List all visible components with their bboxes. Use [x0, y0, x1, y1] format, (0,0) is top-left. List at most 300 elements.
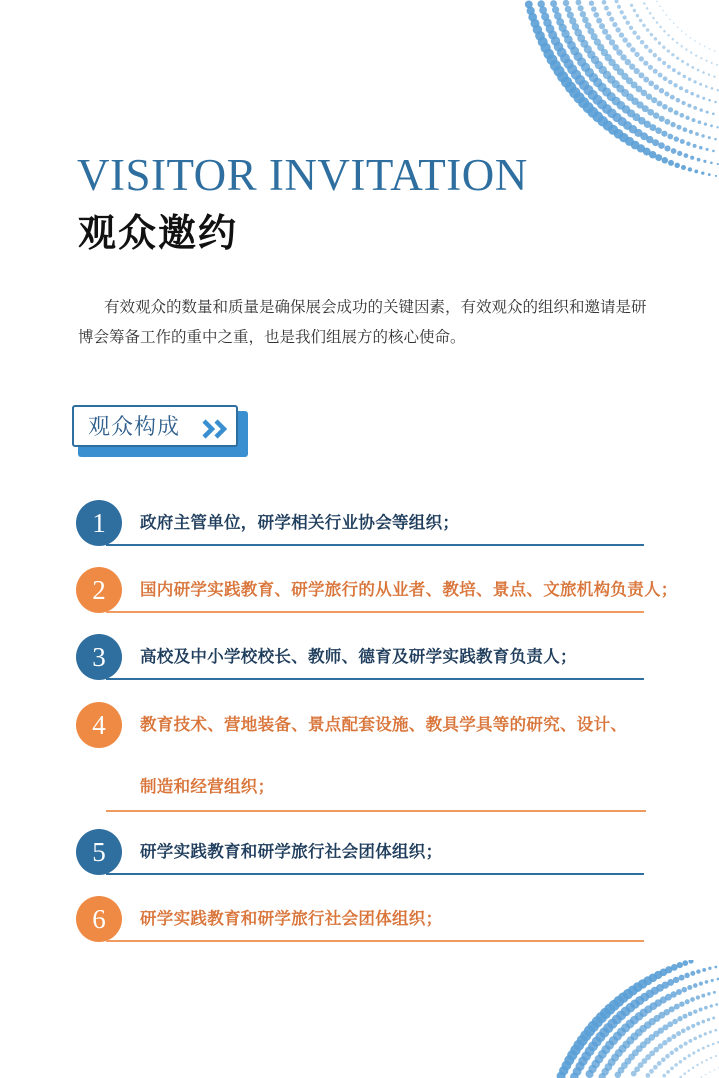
decorative-dot [674, 1004, 680, 1010]
decorative-dot [662, 61, 666, 65]
decorative-dot [693, 106, 697, 110]
decorative-dot [630, 47, 635, 52]
audience-item-text: 国内研学实践教育、研学旅行的从业者、教培、景点、文旅机构负责人； [140, 580, 678, 599]
decorative-dot [699, 83, 702, 86]
decorative-dot [715, 1055, 717, 1057]
decorative-dot [602, 29, 608, 35]
decorative-dot [687, 985, 692, 990]
decorative-dot [626, 42, 631, 47]
decorative-dot [658, 142, 665, 149]
decorative-dot [712, 112, 715, 115]
audience-item-text: 政府主管单位，研学相关行业协会等组织； [140, 513, 460, 532]
decorative-dot [639, 56, 644, 61]
decorative-dot [684, 973, 689, 978]
decorative-dot [656, 21, 659, 24]
decorative-dot [708, 136, 711, 139]
decorative-dot [617, 5, 621, 9]
decorative-dot [565, 6, 572, 13]
audience-item-text: 研学实践教育和研学旅行社会团体组织； [140, 909, 443, 928]
audience-item-text: 研学实践教育和研学旅行社会团体组织； [140, 842, 443, 861]
decorative-dot [715, 175, 717, 177]
decorative-dot [702, 71, 705, 74]
decorative-dot [638, 72, 644, 78]
decorative-dot [690, 156, 694, 160]
decorative-dot [666, 14, 668, 16]
decorative-dot [668, 107, 673, 112]
decorative-dot [694, 40, 696, 42]
decorative-dot [700, 108, 703, 111]
decorative-dot [691, 66, 694, 69]
decorative-dot [696, 969, 700, 973]
decorative-dot [709, 1031, 712, 1034]
decorative-dot [646, 7, 649, 10]
decorative-dot [620, 10, 624, 14]
intro-paragraph: 有效观众的数量和质量是确保展会成功的关键因素，有效观众的组织和邀请是研博会筹备工作的重中之重，也是我们组展方的核心使命。 [78, 298, 647, 346]
decorative-dot [690, 971, 695, 976]
decorative-dot [676, 57, 679, 60]
decorative-dot [702, 1020, 706, 1024]
decorative-dot [602, 0, 607, 5]
number-badge: 5 [76, 829, 122, 875]
decorative-dot [671, 1034, 676, 1039]
decorative-dot [671, 964, 678, 971]
decorative-dot [567, 12, 574, 19]
decorative-dot [710, 1057, 712, 1059]
decorative-dot [663, 76, 668, 81]
decorative-dot [646, 28, 650, 32]
decorative-dot [662, 1074, 666, 1078]
decorative-dot [656, 1, 658, 3]
decorative-dot [676, 98, 681, 103]
decorative-dot [662, 157, 668, 163]
decorative-dot [636, 14, 639, 17]
decorative-dot [563, 0, 569, 6]
decorative-dot [674, 136, 679, 141]
decorative-dot [673, 23, 675, 25]
decorative-dot [699, 146, 703, 150]
underline-divider [106, 678, 644, 680]
decorative-dot [665, 1054, 670, 1059]
decorative-dot [698, 1034, 701, 1037]
decorative-dot [693, 144, 697, 148]
decorative-dot [667, 34, 670, 37]
page-title-chinese: 观众邀约 [78, 211, 239, 255]
decorative-dot [672, 68, 676, 72]
decorative-dot [709, 48, 711, 50]
underline-divider [106, 611, 644, 613]
decorative-dot [704, 1032, 707, 1035]
decorative-dot [688, 960, 693, 964]
decorative-dot [652, 17, 655, 20]
decorative-dot [685, 999, 690, 1004]
decorative-dot [661, 1057, 666, 1062]
decorative-dot [677, 71, 681, 75]
decorative-dot [686, 1026, 690, 1030]
decorative-dot [672, 1019, 678, 1025]
decorative-dot [649, 12, 652, 15]
decorative-dot [705, 1059, 707, 1061]
decorative-dot [708, 967, 711, 970]
decorative-dot [709, 1071, 711, 1073]
decorative-dot [696, 995, 700, 999]
decorative-dot [714, 138, 717, 141]
decorative-dot [688, 167, 692, 171]
decorative-dot [653, 53, 657, 57]
decorative-dot [704, 123, 707, 126]
decorative-dot [640, 40, 644, 44]
decorative-dot [680, 45, 682, 47]
decorative-dot [599, 23, 605, 29]
decorative-dot [701, 1076, 703, 1078]
decorative-dot [613, 44, 619, 50]
decorative-dot [663, 30, 666, 33]
decorative-dot [705, 60, 707, 62]
decorative-dot [685, 34, 687, 36]
decorative-dot [688, 1011, 693, 1016]
decorative-dot [659, 26, 662, 29]
decorative-dot [668, 160, 674, 166]
decorative-dot [662, 1040, 667, 1045]
decorative-dot [707, 992, 710, 995]
decorative-dot [629, 26, 633, 30]
decorative-dot [708, 173, 711, 176]
decorative-dot [707, 1045, 710, 1048]
decorative-dot [685, 89, 689, 93]
decorative-dot [612, 22, 617, 27]
decorative-dot [682, 987, 688, 993]
decorative-dot [700, 57, 702, 59]
decorative-dot [622, 15, 626, 19]
decorative-dot [684, 1042, 688, 1046]
decorative-dot [713, 991, 716, 994]
decorative-dot-pattern-bottom [0, 960, 719, 1078]
decorative-dot [676, 1031, 681, 1036]
decorative-dot [671, 991, 677, 997]
decorative-dot [674, 1063, 678, 1067]
decorative-dot [626, 21, 630, 25]
decorative-dot [702, 968, 706, 972]
decorative-dot [632, 30, 636, 34]
decorative-dot [636, 35, 640, 39]
decorative-dot [679, 113, 684, 118]
decorative-dot [683, 1072, 686, 1075]
decorative-dot [708, 73, 710, 75]
decorative-dot [605, 34, 611, 40]
decorative-dot [684, 153, 689, 158]
decorative-dot [683, 1014, 688, 1019]
decorative-dot [711, 87, 714, 90]
decorative-dot [692, 1051, 695, 1054]
decorative-dot [661, 131, 667, 137]
decorative-dot [705, 980, 709, 984]
decorative-dot [679, 1044, 683, 1048]
decorative-dot [619, 32, 624, 37]
section-heading-audience [72, 405, 250, 458]
decorative-dot [714, 1029, 717, 1032]
number-badge: 6 [76, 896, 122, 942]
decorative-dot [688, 1054, 691, 1057]
decorative-dot [680, 139, 685, 144]
decorative-dot [606, 11, 611, 16]
decorative-dot [712, 150, 715, 153]
decorative-dot [650, 33, 654, 37]
decorative-dot [707, 1018, 710, 1021]
decorative-dot [704, 46, 706, 48]
decorative-dot [679, 1060, 683, 1064]
decorative-dot [657, 1061, 662, 1066]
decorative-dot [662, 46, 665, 49]
decorative-dot [697, 1049, 700, 1052]
decorative-dot [674, 110, 679, 115]
decorative-dot [674, 163, 679, 168]
decorative-dot [664, 91, 669, 96]
decorative-dot [633, 9, 636, 12]
decorative-dot [691, 1024, 695, 1028]
decorative-dot [662, 10, 664, 12]
decorative-dot [653, 69, 658, 74]
decorative-dot [642, 24, 646, 28]
decorative-dot [668, 80, 673, 85]
decorative-dot [677, 26, 679, 28]
number-badge: 4 [76, 702, 122, 748]
decorative-dot [585, 22, 592, 29]
decorative-dot [690, 37, 692, 39]
decorative-dot [578, 5, 584, 11]
decorative-dot [683, 127, 688, 132]
decorative-dot [677, 1016, 682, 1021]
decorative-dot [714, 101, 717, 104]
decorative-dot [687, 104, 691, 108]
decorative-dot [703, 160, 706, 163]
decorative-dot [667, 1037, 672, 1042]
decorative-dot [676, 42, 678, 44]
decorative-dot [693, 1009, 697, 1013]
page-title-english: VISITOR INVITATION [77, 150, 528, 200]
decorative-dot [665, 119, 671, 125]
decorative-dot [696, 1022, 700, 1026]
decorative-dot [671, 53, 674, 56]
decorative-dot [672, 38, 675, 41]
decorative-dot [693, 983, 698, 988]
decorative-dot [712, 1043, 715, 1046]
decorative-dot [667, 49, 670, 52]
decorative-dot [716, 64, 718, 66]
decorative-dot [693, 1037, 697, 1041]
decorative-dot [706, 148, 709, 151]
decorative-dot [701, 134, 704, 137]
decorative-dot [653, 1065, 658, 1070]
decorative-dot [575, 0, 581, 5]
decorative-dot [677, 151, 682, 156]
decorative-dot [649, 1069, 654, 1074]
decorative-dot [676, 125, 681, 130]
decorative-dot [694, 80, 697, 83]
decorative-dot [697, 69, 700, 72]
decorative-dot [697, 158, 701, 162]
decorative-dot [630, 4, 633, 7]
underline-divider [106, 940, 644, 942]
decorative-dot [643, 77, 649, 83]
decorative-dot [580, 11, 586, 17]
decorative-dot [676, 989, 682, 995]
decorative-dot [609, 39, 615, 45]
number-badge: 1 [76, 500, 122, 546]
underline-divider [106, 810, 646, 812]
decorative-dot [682, 960, 688, 966]
decorative-dot [589, 1, 594, 6]
decorative-dot [648, 65, 653, 70]
decorative-dot [639, 19, 643, 23]
number-badge: 2 [76, 567, 122, 613]
decorative-dot [664, 145, 670, 151]
decorative-dot [677, 962, 683, 968]
decorative-dot [710, 1004, 713, 1007]
decorative-dot [683, 75, 687, 79]
decorative-dot [714, 50, 716, 52]
decorative-dot [710, 161, 713, 164]
section-heading-label: 观众构成 [88, 415, 181, 440]
decorative-dot [643, 61, 648, 66]
decorative-dot [670, 122, 675, 127]
decorative-dot [659, 5, 661, 7]
decorative-dot [712, 1017, 715, 1020]
decorative-dot [653, 112, 659, 118]
decorative-dot [654, 84, 660, 90]
decorative-dot [685, 116, 689, 120]
decorative-dot [634, 52, 639, 57]
decorative-dot [679, 86, 683, 90]
decorative-dot [525, 0, 533, 8]
decorative-dot [701, 171, 704, 174]
decorative-dot [716, 126, 718, 128]
decorative-dot [550, 0, 557, 7]
decorative-dot [688, 1039, 692, 1043]
decorative-dot [696, 1064, 698, 1066]
decorative-dot [646, 1073, 651, 1078]
decorative-dot [644, 44, 648, 48]
decorative-dot [669, 19, 671, 21]
decorative-dot [694, 169, 698, 173]
decorative-dot [673, 83, 677, 87]
decorative-dot [604, 6, 609, 11]
decorative-dot [690, 997, 695, 1002]
decorative-dot [670, 1051, 675, 1056]
decorative-dot [673, 977, 679, 983]
decorative-dot [699, 43, 701, 45]
decorative-dot [629, 64, 635, 70]
decorative-dot [666, 1070, 670, 1074]
decorative-dot [702, 1047, 705, 1050]
decorative-dot [670, 95, 675, 100]
decorative-dot [708, 99, 711, 102]
decorative-dot [552, 6, 559, 13]
decorative-dot [692, 118, 696, 122]
decorative-dot [695, 132, 699, 136]
section-heading-box [72, 405, 238, 447]
decorative-dot [692, 1066, 694, 1068]
decorative-dot [681, 60, 684, 63]
decorative-dot [715, 1003, 718, 1006]
underline-divider [106, 873, 644, 875]
decorative-dot [658, 1043, 664, 1049]
decorative-dot [679, 975, 685, 981]
audience-item-text-continued: 制造和经营组织； [140, 777, 275, 796]
decorative-dot [651, 97, 657, 103]
decorative-dot [658, 41, 661, 44]
decorative-dot [591, 6, 597, 12]
decorative-dot [662, 104, 668, 110]
decorative-dot [710, 124, 713, 127]
decorative-dot [615, 27, 620, 32]
decorative-dot [659, 116, 665, 122]
audience-item-text: 教育技术、营地装备、景点配套设施、教具学具等的研究、设计、 [140, 715, 628, 734]
decorative-dot [698, 120, 702, 124]
decorative-dot [705, 85, 708, 88]
decorative-dot [609, 17, 614, 22]
decorative-dot [695, 54, 697, 56]
decorative-dot [688, 1069, 691, 1072]
decorative-dot [667, 65, 671, 69]
decorative-dot [679, 1001, 685, 1007]
decorative-dot [704, 1006, 708, 1010]
decorative-dot [705, 1074, 707, 1076]
decorative-dot [714, 1069, 716, 1071]
decorative-dot [681, 165, 686, 170]
decorative-dot [657, 101, 663, 107]
decorative-dot [714, 966, 717, 969]
decorative-dot [711, 979, 714, 982]
decorative-dot [681, 30, 683, 32]
decorative-dot [655, 127, 662, 134]
decorative-dot [690, 92, 694, 96]
audience-item-text: 高校及中小学校校长、教师、德育及研学实践教育负责人； [140, 647, 577, 666]
decorative-dot [702, 97, 705, 100]
decorative-dot [654, 37, 658, 41]
underline-divider [106, 544, 644, 546]
decorative-dot [622, 37, 627, 42]
decorative-dot [537, 0, 544, 7]
decorative-dot [670, 1066, 674, 1070]
decorative-dot [686, 142, 690, 146]
decorative-dot [614, 0, 618, 3]
decorative-dot [701, 994, 705, 998]
decorative-dot [620, 54, 626, 60]
decorative-dot [659, 88, 664, 93]
number-badge: 3 [76, 634, 122, 680]
decorative-dot [667, 1021, 673, 1027]
decorative-dot [593, 12, 599, 18]
double-chevron-right-icon [202, 419, 232, 439]
decorative-dot [683, 1057, 686, 1060]
decorative-dot [681, 101, 685, 105]
decorative-dot [634, 68, 640, 74]
decorative-dot [706, 111, 709, 114]
decorative-dot [671, 148, 677, 154]
decorative-dot [681, 1028, 686, 1033]
decorative-dot [686, 63, 689, 66]
decorative-dot [713, 75, 715, 77]
decorative-dot [689, 130, 693, 134]
decorative-dot [688, 78, 691, 81]
decorative-dot [696, 94, 699, 97]
decorative-dot [648, 81, 654, 87]
decorative-dot [699, 1008, 703, 1012]
decorative-dot [582, 17, 589, 24]
decorative-dot [669, 1006, 675, 1012]
decorative-dot [657, 57, 661, 61]
decorative-dot [685, 48, 687, 50]
decorative-dot [658, 73, 663, 78]
